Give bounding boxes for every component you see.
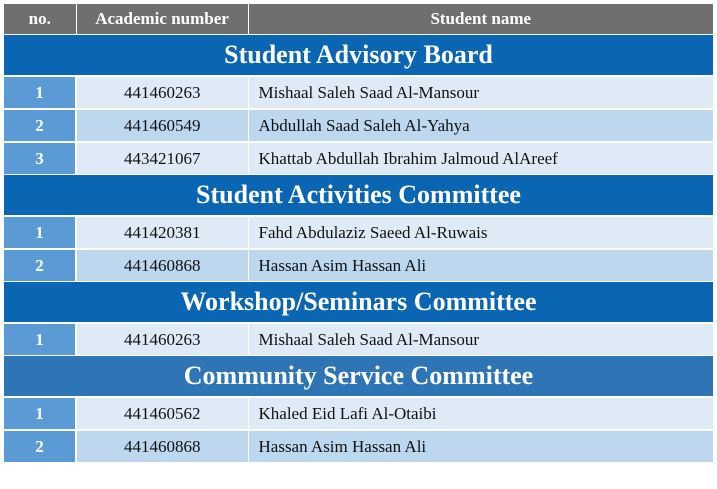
student-name-cell: Hassan Asim Hassan Ali [248, 430, 713, 462]
section-header-row [4, 175, 713, 217]
student-name-cell: Mishaal Saleh Saad Al-Mansour [248, 323, 713, 356]
row-number: 1 [4, 76, 76, 109]
row-number: 1 [4, 216, 76, 249]
section-title: Student Advisory Board [4, 35, 713, 77]
academic-number-cell: 441460263 [76, 323, 248, 356]
row-number: 2 [4, 249, 76, 282]
academic-number-cell: 441460868 [76, 249, 248, 282]
row-number: 1 [4, 397, 76, 430]
section-header-row [4, 356, 713, 398]
section-header-row [4, 282, 713, 324]
academic-number-cell: 441420381 [76, 216, 248, 249]
table-header-row [4, 4, 713, 35]
table-row [4, 216, 713, 249]
academic-number-cell: 441460562 [76, 397, 248, 430]
table-row [4, 323, 713, 356]
row-number: 2 [4, 109, 76, 142]
table-row [4, 109, 713, 142]
academic-number-cell: 441460549 [76, 109, 248, 142]
section-header-row [4, 35, 713, 77]
student-name-cell: Khaled Eid Lafi Al-Otaibi [248, 397, 713, 430]
row-number: 2 [4, 430, 76, 462]
section-title: Workshop/Seminars Committee [4, 282, 713, 324]
academic-number-cell: 441460868 [76, 430, 248, 462]
table-row [4, 142, 713, 175]
academic-number-cell: 441460263 [76, 76, 248, 109]
section-title: Community Service Committee [4, 356, 713, 398]
student-name-cell: Khattab Abdullah Ibrahim Jalmoud AlAreef [248, 142, 713, 175]
student-name-cell: Abdullah Saad Saleh Al-Yahya [248, 109, 713, 142]
table-row [4, 249, 713, 282]
student-name-cell: Mishaal Saleh Saad Al-Mansour [248, 76, 713, 109]
committee-table-wrapper [4, 4, 713, 462]
row-number: 1 [4, 323, 76, 356]
academic-number-cell: 443421067 [76, 142, 248, 175]
table-row [4, 76, 713, 109]
header-student-name: Student name [248, 4, 713, 35]
student-name-cell: Fahd Abdulaziz Saeed Al-Ruwais [248, 216, 713, 249]
table-row [4, 430, 713, 462]
row-number: 3 [4, 142, 76, 175]
section-title: Student Activities Committee [4, 175, 713, 217]
header-academic-number: Academic number [76, 4, 248, 35]
committee-members-table [4, 4, 713, 462]
student-name-cell: Hassan Asim Hassan Ali [248, 249, 713, 282]
header-no: no. [4, 4, 76, 35]
table-row [4, 397, 713, 430]
